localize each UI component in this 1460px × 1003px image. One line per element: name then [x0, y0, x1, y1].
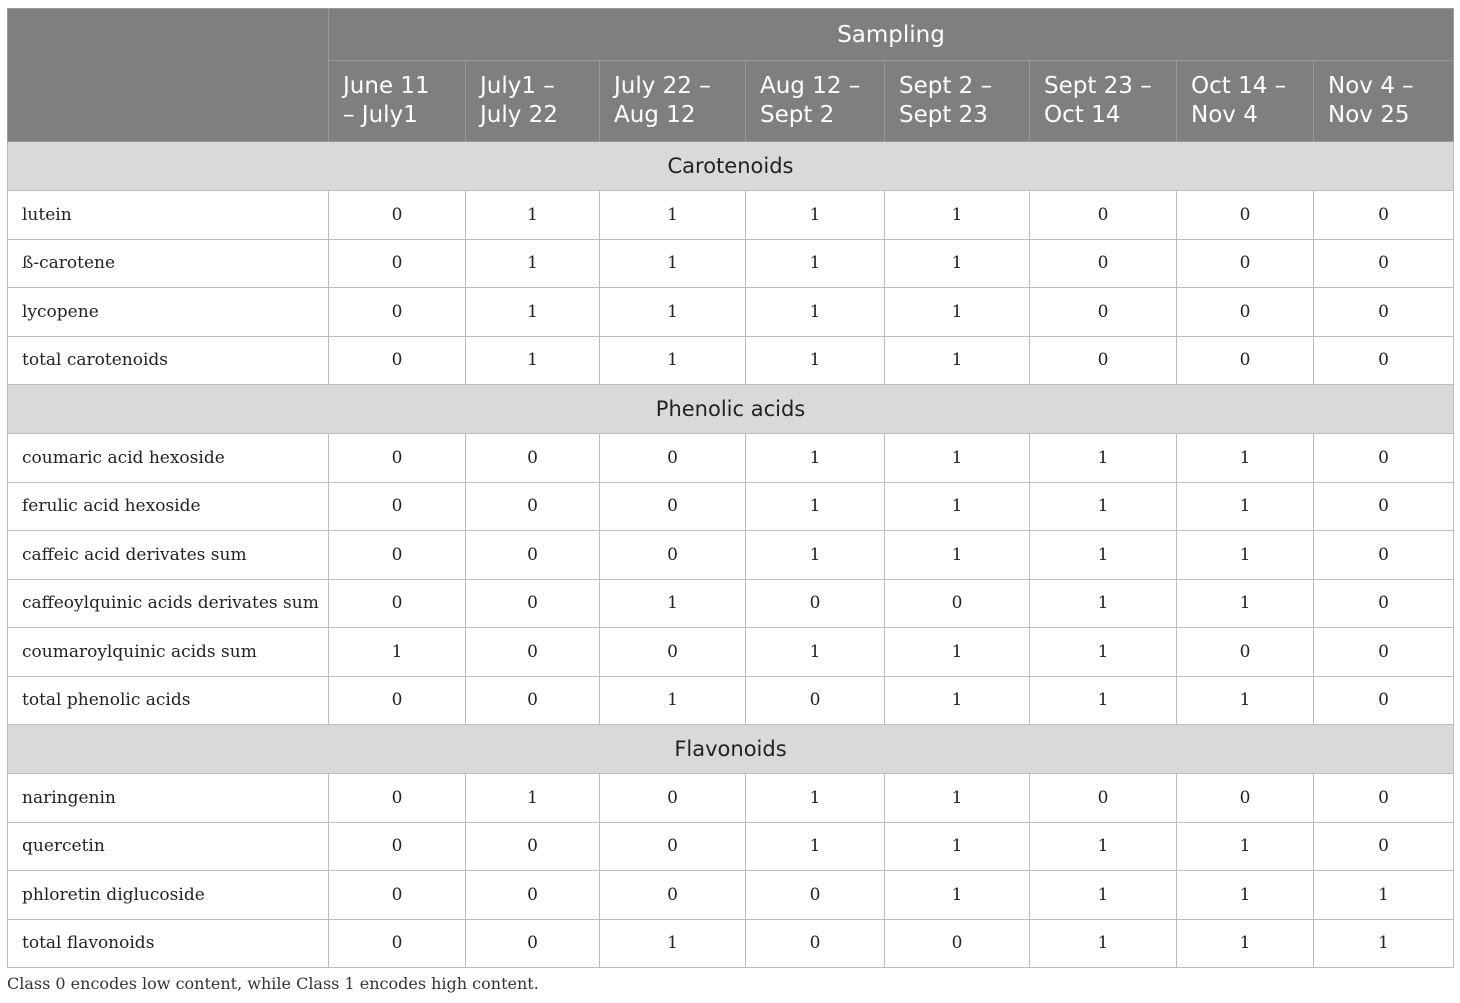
table-row [8, 531, 1454, 580]
table-cell: 0 [466, 871, 600, 920]
table-cell: 1 [1177, 482, 1314, 531]
table-cell: 1 [1030, 676, 1177, 725]
table-cell: 0 [600, 822, 746, 871]
table-cell: 0 [329, 191, 466, 240]
table-cell: 0 [746, 919, 885, 968]
table-cell: 0 [329, 676, 466, 725]
section-title: Carotenoids [8, 142, 1454, 191]
table-row [8, 579, 1454, 628]
table-cell: 1 [1177, 579, 1314, 628]
table-cell: 1 [746, 434, 885, 483]
table-cell: 0 [1314, 822, 1454, 871]
table-cell: 1 [746, 288, 885, 337]
table-container [7, 8, 1453, 968]
table-cell: 0 [1030, 336, 1177, 385]
column-header-line: Oct 14 – [1191, 73, 1287, 99]
table-cell: 0 [329, 336, 466, 385]
table-cell: 0 [1177, 191, 1314, 240]
table-cell: 0 [746, 676, 885, 725]
column-header-2 [466, 61, 600, 142]
table-cell: 1 [885, 288, 1030, 337]
table-cell: 1 [885, 871, 1030, 920]
table-cell: 1 [885, 434, 1030, 483]
table-cell: 0 [1314, 628, 1454, 677]
table-cell: 1 [1030, 919, 1177, 968]
table-cell: 1 [885, 191, 1030, 240]
table-cell: 1 [1177, 676, 1314, 725]
table-cell: 0 [329, 774, 466, 823]
table-cell: 0 [1177, 628, 1314, 677]
table-cell: 0 [885, 579, 1030, 628]
table-row [8, 871, 1454, 920]
column-header-line: Nov 4 [1191, 102, 1258, 128]
table-cell: 0 [329, 288, 466, 337]
section-title: Phenolic acids [8, 385, 1454, 434]
section-row [8, 725, 1454, 774]
header-group-row [8, 9, 1454, 61]
table-row [8, 774, 1454, 823]
table-cell: 1 [746, 628, 885, 677]
table-cell: 1 [746, 191, 885, 240]
table-cell: 1 [329, 628, 466, 677]
row-label: quercetin [8, 822, 329, 871]
section-row [8, 142, 1454, 191]
table-row [8, 482, 1454, 531]
table-cell: 0 [466, 822, 600, 871]
table-cell: 1 [1177, 919, 1314, 968]
table-cell: 1 [885, 676, 1030, 725]
table-cell: 0 [1314, 579, 1454, 628]
table-cell: 1 [600, 239, 746, 288]
table-cell: 0 [1314, 774, 1454, 823]
table-cell: 0 [600, 531, 746, 580]
row-label: coumaric acid hexoside [8, 434, 329, 483]
table-cell: 1 [466, 239, 600, 288]
table-cell: 0 [1030, 774, 1177, 823]
row-label: caffeoylquinic acids derivates sum [8, 579, 329, 628]
table-row [8, 239, 1454, 288]
table-cell: 0 [746, 579, 885, 628]
data-table [7, 8, 1454, 968]
table-cell: 0 [1177, 288, 1314, 337]
row-label: total phenolic acids [8, 676, 329, 725]
table-cell: 1 [1177, 434, 1314, 483]
column-header-8 [1314, 61, 1454, 142]
table-cell: 1 [1030, 482, 1177, 531]
table-cell: 1 [600, 579, 746, 628]
table-cell: 1 [1314, 919, 1454, 968]
table-cell: 0 [885, 919, 1030, 968]
table-row [8, 191, 1454, 240]
table-cell: 1 [600, 191, 746, 240]
table-cell: 1 [1177, 871, 1314, 920]
table-cell: 0 [329, 482, 466, 531]
table-cell: 0 [1177, 774, 1314, 823]
table-cell: 1 [1030, 531, 1177, 580]
column-header-1 [329, 61, 466, 142]
column-header-4 [746, 61, 885, 142]
row-label: lycopene [8, 288, 329, 337]
table-cell: 1 [466, 774, 600, 823]
table-row [8, 822, 1454, 871]
column-header-line: June 11 [343, 73, 430, 99]
row-label: ferulic acid hexoside [8, 482, 329, 531]
table-cell: 0 [1314, 191, 1454, 240]
column-header-line: July 22 – [614, 73, 711, 99]
table-cell: 0 [1030, 239, 1177, 288]
table-cell: 1 [885, 239, 1030, 288]
table-cell: 0 [600, 482, 746, 531]
table-cell: 1 [466, 288, 600, 337]
table-row [8, 919, 1454, 968]
table-cell: 0 [329, 822, 466, 871]
table-cell: 1 [1030, 822, 1177, 871]
table-row [8, 628, 1454, 677]
table-cell: 0 [466, 676, 600, 725]
column-header-3 [600, 61, 746, 142]
table-cell: 1 [885, 531, 1030, 580]
row-label: coumaroylquinic acids sum [8, 628, 329, 677]
table-cell: 1 [1177, 531, 1314, 580]
column-header-line: Sept 2 – [899, 73, 993, 99]
table-cell: 0 [600, 628, 746, 677]
section-row [8, 385, 1454, 434]
column-header-line: Oct 14 [1044, 102, 1121, 128]
column-header-line: Sept 23 [899, 102, 988, 128]
column-header-line: July1 – [480, 73, 555, 99]
table-footnote: Class 0 encodes low content, while Class 1 encodes high content. [7, 974, 539, 993]
table-cell: 1 [600, 288, 746, 337]
table-cell: 0 [466, 482, 600, 531]
column-header-line: Nov 4 – [1328, 73, 1414, 99]
table-cell: 0 [466, 579, 600, 628]
table-cell: 1 [1177, 822, 1314, 871]
table-cell: 0 [600, 774, 746, 823]
table-cell: 0 [1314, 288, 1454, 337]
table-cell: 0 [329, 579, 466, 628]
table-cell: 0 [1314, 239, 1454, 288]
column-header-line: Nov 25 [1328, 102, 1410, 128]
column-header-5 [885, 61, 1030, 142]
table-cell: 0 [466, 919, 600, 968]
table-cell: 0 [1030, 288, 1177, 337]
table-cell: 0 [466, 628, 600, 677]
row-label: lutein [8, 191, 329, 240]
table-cell: 1 [1030, 628, 1177, 677]
table-cell: 1 [746, 774, 885, 823]
table-cell: 0 [329, 239, 466, 288]
table-cell: 1 [885, 822, 1030, 871]
table-cell: 0 [329, 871, 466, 920]
table-cell: 1 [466, 191, 600, 240]
section-title: Flavonoids [8, 725, 1454, 774]
table-cell: 1 [885, 336, 1030, 385]
row-label: caffeic acid derivates sum [8, 531, 329, 580]
table-cell: 0 [600, 434, 746, 483]
table-cell: 0 [746, 871, 885, 920]
table-cell: 1 [600, 336, 746, 385]
table-body [8, 142, 1454, 968]
table-cell: 1 [746, 239, 885, 288]
column-header-line: Aug 12 [614, 102, 696, 128]
table-cell: 1 [1030, 579, 1177, 628]
row-label: naringenin [8, 774, 329, 823]
row-label: total flavonoids [8, 919, 329, 968]
table-cell: 0 [1030, 191, 1177, 240]
table-cell: 0 [1177, 336, 1314, 385]
table-cell: 0 [1314, 676, 1454, 725]
table-cell: 0 [600, 871, 746, 920]
table-row [8, 434, 1454, 483]
column-header-6 [1030, 61, 1177, 142]
table-cell: 1 [746, 531, 885, 580]
column-header-line: Sept 2 [760, 102, 835, 128]
row-label: phloretin diglucoside [8, 871, 329, 920]
column-header-line: – July1 [343, 102, 418, 128]
table-row [8, 288, 1454, 337]
header-corner-cell [8, 9, 329, 142]
table-cell: 0 [1314, 434, 1454, 483]
table-cell: 1 [1314, 871, 1454, 920]
table-cell: 1 [885, 774, 1030, 823]
sampling-header: Sampling [329, 9, 1454, 61]
column-header-7 [1177, 61, 1314, 142]
table-cell: 0 [329, 434, 466, 483]
table-row [8, 336, 1454, 385]
table-cell: 1 [1030, 871, 1177, 920]
table-cell: 0 [466, 531, 600, 580]
table-cell: 1 [746, 822, 885, 871]
column-header-line: Sept 23 – [1044, 73, 1152, 99]
table-cell: 0 [1314, 531, 1454, 580]
table-cell: 1 [885, 482, 1030, 531]
table-cell: 1 [746, 336, 885, 385]
column-header-line: Aug 12 – [760, 73, 861, 99]
table-row [8, 676, 1454, 725]
column-header-line: July 22 [480, 102, 558, 128]
table-cell: 0 [1314, 482, 1454, 531]
table-cell: 0 [1314, 336, 1454, 385]
table-cell: 1 [600, 676, 746, 725]
table-cell: 1 [885, 628, 1030, 677]
table-cell: 1 [746, 482, 885, 531]
table-cell: 0 [1177, 239, 1314, 288]
table-cell: 0 [466, 434, 600, 483]
row-label: ß-carotene [8, 239, 329, 288]
row-label: total carotenoids [8, 336, 329, 385]
table-cell: 1 [600, 919, 746, 968]
table-cell: 0 [329, 531, 466, 580]
table-cell: 1 [466, 336, 600, 385]
table-cell: 0 [329, 919, 466, 968]
table-cell: 1 [1030, 434, 1177, 483]
